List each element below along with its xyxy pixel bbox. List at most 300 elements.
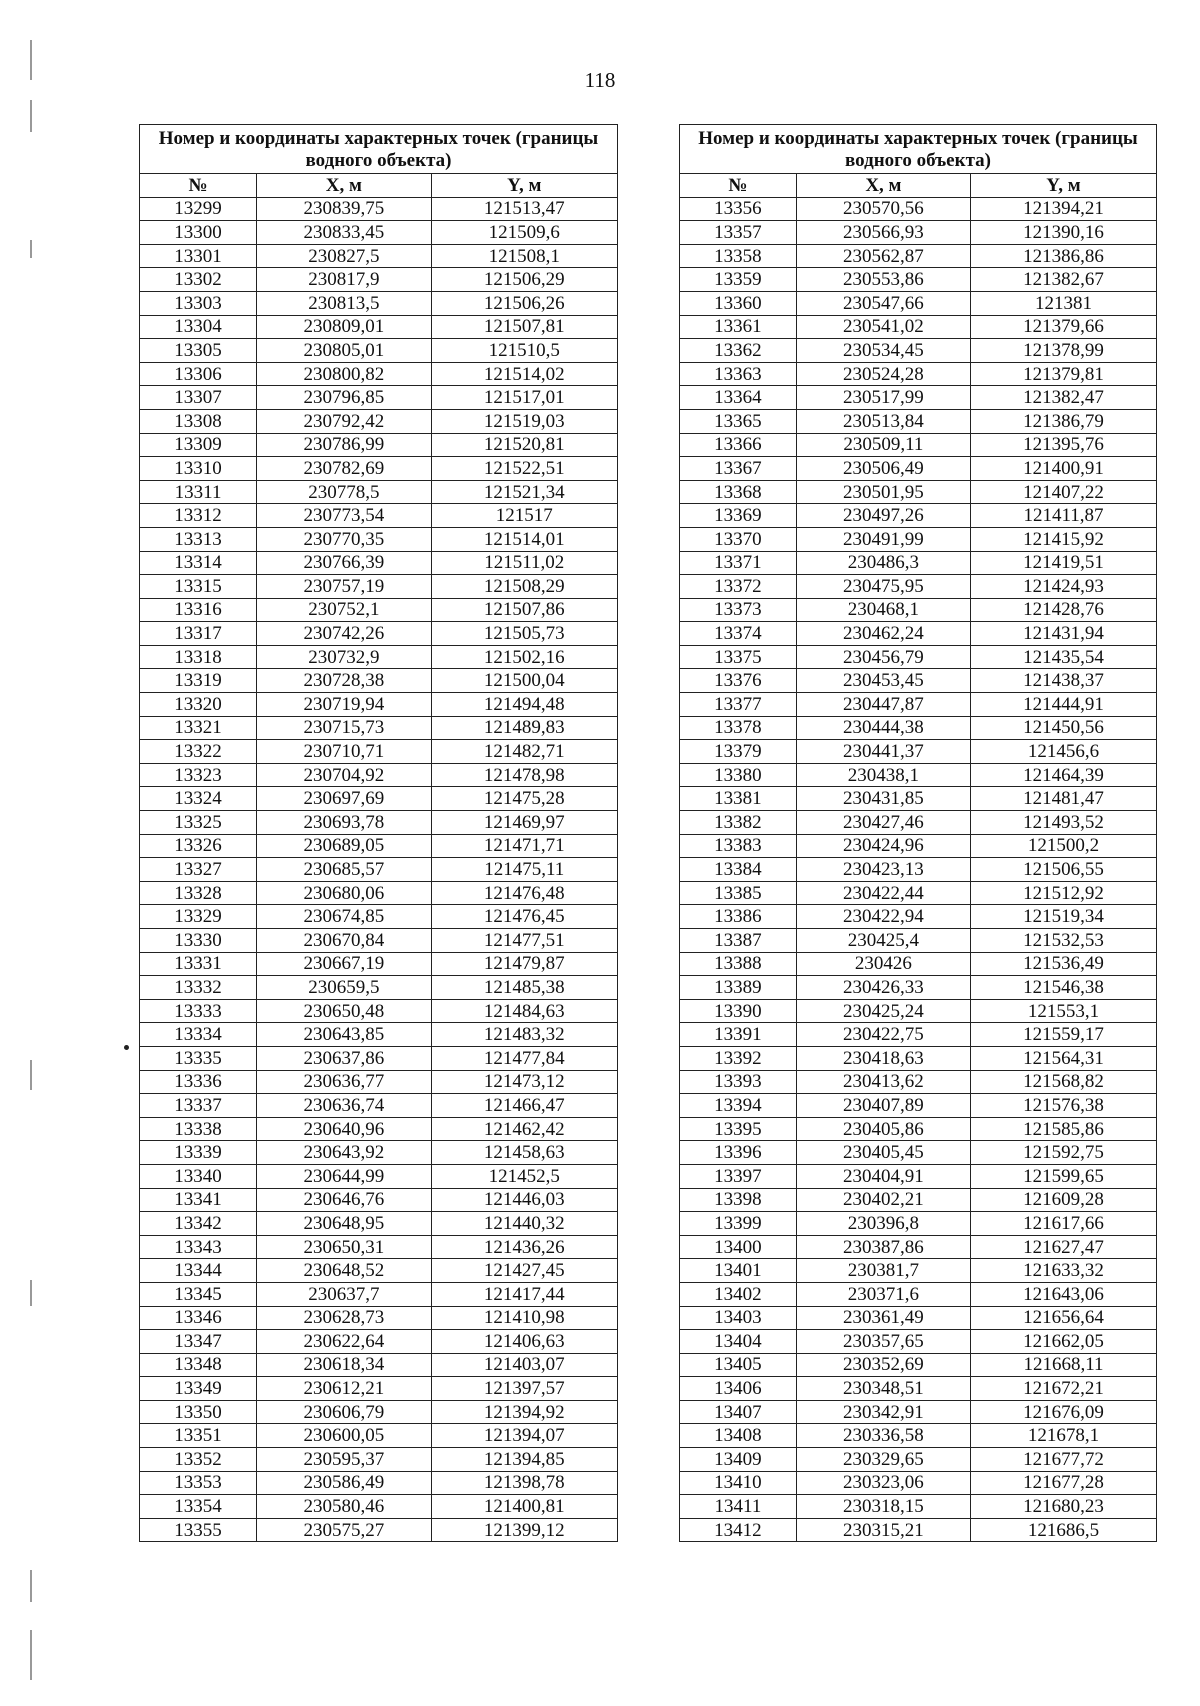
- cell-x: 230424,96: [796, 834, 970, 858]
- cell-y: 121627,47: [970, 1235, 1156, 1259]
- table-row: [680, 315, 1157, 339]
- cell-x: 230418,63: [796, 1046, 970, 1070]
- table-row: [680, 763, 1157, 787]
- cell-y: 121521,34: [431, 480, 617, 504]
- cell-number: 13335: [140, 1046, 257, 1070]
- table-row: [140, 811, 618, 835]
- cell-number: 13401: [680, 1259, 797, 1283]
- cell-x: 230782,69: [257, 457, 431, 481]
- cell-y: 121509,6: [431, 221, 617, 245]
- cell-number: 13385: [680, 881, 797, 905]
- cell-x: 230770,35: [257, 527, 431, 551]
- cell-y: 121381: [970, 291, 1156, 315]
- cell-number: 13395: [680, 1117, 797, 1141]
- cell-x: 230441,37: [796, 740, 970, 764]
- table-row: [140, 291, 618, 315]
- table-row: [140, 386, 618, 410]
- cell-y: 121559,17: [970, 1023, 1156, 1047]
- table-row: [680, 362, 1157, 386]
- cell-y: 121478,98: [431, 763, 617, 787]
- cell-y: 121438,37: [970, 669, 1156, 693]
- table-row: [680, 244, 1157, 268]
- cell-x: 230534,45: [796, 339, 970, 363]
- cell-y: 121456,6: [970, 740, 1156, 764]
- table-row: [680, 787, 1157, 811]
- cell-y: 121411,87: [970, 504, 1156, 528]
- cell-x: 230800,82: [257, 362, 431, 386]
- cell-number: 13333: [140, 999, 257, 1023]
- coordinates-table-right: [679, 124, 1157, 1542]
- cell-y: 121592,75: [970, 1141, 1156, 1165]
- cell-y: 121485,38: [431, 976, 617, 1000]
- table-row: [140, 362, 618, 386]
- cell-x: 230704,92: [257, 763, 431, 787]
- cell-number: 13343: [140, 1235, 257, 1259]
- cell-number: 13322: [140, 740, 257, 764]
- cell-y: 121471,71: [431, 834, 617, 858]
- cell-number: 13383: [680, 834, 797, 858]
- cell-number: 13307: [140, 386, 257, 410]
- scan-margin-mark: [30, 1570, 32, 1602]
- cell-x: 230742,26: [257, 622, 431, 646]
- cell-x: 230674,85: [257, 905, 431, 929]
- cell-number: 13305: [140, 339, 257, 363]
- column-header-number: №: [140, 174, 257, 198]
- cell-y: 121506,29: [431, 268, 617, 292]
- table-row: [140, 1282, 618, 1306]
- cell-x: 230318,15: [796, 1495, 970, 1519]
- cell-number: 13390: [680, 999, 797, 1023]
- scan-margin-mark: [30, 1280, 32, 1306]
- cell-number: 13320: [140, 693, 257, 717]
- cell-number: 13353: [140, 1471, 257, 1495]
- cell-y: 121382,47: [970, 386, 1156, 410]
- cell-x: 230580,46: [257, 1495, 431, 1519]
- cell-x: 230766,39: [257, 551, 431, 575]
- table-row: [680, 1424, 1157, 1448]
- cell-y: 121514,01: [431, 527, 617, 551]
- table-row: [680, 1353, 1157, 1377]
- table-title: Номер и координаты характерных точек (границы водного объекта): [140, 125, 618, 174]
- cell-y: 121446,03: [431, 1188, 617, 1212]
- cell-number: 13327: [140, 858, 257, 882]
- table-row: [140, 740, 618, 764]
- cell-y: 121500,04: [431, 669, 617, 693]
- table-row: [680, 976, 1157, 1000]
- cell-x: 230809,01: [257, 315, 431, 339]
- cell-number: 13315: [140, 575, 257, 599]
- stray-dot: [124, 1045, 129, 1050]
- cell-number: 13313: [140, 527, 257, 551]
- table-row: [140, 645, 618, 669]
- cell-number: 13321: [140, 716, 257, 740]
- table-row: [680, 575, 1157, 599]
- cell-y: 121680,23: [970, 1495, 1156, 1519]
- cell-y: 121400,81: [431, 1495, 617, 1519]
- cell-number: 13324: [140, 787, 257, 811]
- cell-y: 121458,63: [431, 1141, 617, 1165]
- cell-x: 230648,52: [257, 1259, 431, 1283]
- cell-y: 121476,45: [431, 905, 617, 929]
- table-row: [140, 976, 618, 1000]
- scan-margin-mark: [30, 1060, 32, 1090]
- cell-number: 13331: [140, 952, 257, 976]
- cell-x: 230336,58: [796, 1424, 970, 1448]
- cell-y: 121489,83: [431, 716, 617, 740]
- cell-y: 121517,01: [431, 386, 617, 410]
- cell-x: 230689,05: [257, 834, 431, 858]
- cell-y: 121394,92: [431, 1400, 617, 1424]
- cell-number: 13405: [680, 1353, 797, 1377]
- cell-y: 121435,54: [970, 645, 1156, 669]
- cell-x: 230659,5: [257, 976, 431, 1000]
- cell-y: 121672,21: [970, 1377, 1156, 1401]
- cell-x: 230670,84: [257, 929, 431, 953]
- cell-x: 230423,13: [796, 858, 970, 882]
- cell-x: 230486,3: [796, 551, 970, 575]
- cell-number: 13341: [140, 1188, 257, 1212]
- cell-y: 121513,47: [431, 197, 617, 221]
- table-row: [140, 1518, 618, 1542]
- cell-x: 230693,78: [257, 811, 431, 835]
- cell-y: 121394,07: [431, 1424, 617, 1448]
- cell-x: 230506,49: [796, 457, 970, 481]
- cell-number: 13309: [140, 433, 257, 457]
- cell-number: 13348: [140, 1353, 257, 1377]
- cell-x: 230637,7: [257, 1282, 431, 1306]
- cell-x: 230648,95: [257, 1212, 431, 1236]
- table-row: [680, 1400, 1157, 1424]
- table-row: [140, 1400, 618, 1424]
- cell-x: 230566,93: [796, 221, 970, 245]
- cell-number: 13311: [140, 480, 257, 504]
- cell-number: 13306: [140, 362, 257, 386]
- table-row: [140, 527, 618, 551]
- cell-x: 230839,75: [257, 197, 431, 221]
- cell-number: 13337: [140, 1094, 257, 1118]
- column-header-x: X, м: [257, 174, 431, 198]
- cell-y: 121424,93: [970, 575, 1156, 599]
- cell-x: 230685,57: [257, 858, 431, 882]
- cell-x: 230612,21: [257, 1377, 431, 1401]
- cell-x: 230628,73: [257, 1306, 431, 1330]
- cell-y: 121519,03: [431, 409, 617, 433]
- cell-y: 121522,51: [431, 457, 617, 481]
- cell-number: 13352: [140, 1448, 257, 1472]
- cell-number: 13376: [680, 669, 797, 693]
- table-row: [680, 1330, 1157, 1354]
- cell-number: 13359: [680, 268, 797, 292]
- table-row: [140, 622, 618, 646]
- table-row: [140, 244, 618, 268]
- cell-x: 230381,7: [796, 1259, 970, 1283]
- cell-x: 230491,99: [796, 527, 970, 551]
- cell-x: 230468,1: [796, 598, 970, 622]
- cell-x: 230773,54: [257, 504, 431, 528]
- cell-number: 13304: [140, 315, 257, 339]
- cell-number: 13381: [680, 787, 797, 811]
- cell-x: 230636,77: [257, 1070, 431, 1094]
- cell-number: 13379: [680, 740, 797, 764]
- cell-x: 230513,84: [796, 409, 970, 433]
- cell-x: 230636,74: [257, 1094, 431, 1118]
- cell-x: 230547,66: [796, 291, 970, 315]
- cell-number: 13339: [140, 1141, 257, 1165]
- column-header-number: №: [680, 174, 797, 198]
- table-row: [680, 527, 1157, 551]
- cell-number: 13361: [680, 315, 797, 339]
- cell-y: 121599,65: [970, 1164, 1156, 1188]
- cell-x: 230425,24: [796, 999, 970, 1023]
- table-row: [140, 1353, 618, 1377]
- cell-y: 121452,5: [431, 1164, 617, 1188]
- cell-number: 13372: [680, 575, 797, 599]
- cell-y: 121500,2: [970, 834, 1156, 858]
- cell-number: 13374: [680, 622, 797, 646]
- table-row: [140, 1259, 618, 1283]
- cell-number: 13402: [680, 1282, 797, 1306]
- table-row: [680, 1306, 1157, 1330]
- table-row: [680, 1188, 1157, 1212]
- cell-y: 121477,51: [431, 929, 617, 953]
- cell-y: 121415,92: [970, 527, 1156, 551]
- cell-x: 230426,33: [796, 976, 970, 1000]
- cell-y: 121678,1: [970, 1424, 1156, 1448]
- column-header-x: X, м: [796, 174, 970, 198]
- table-row: [680, 598, 1157, 622]
- cell-x: 230650,31: [257, 1235, 431, 1259]
- table-row: [680, 1448, 1157, 1472]
- cell-number: 13403: [680, 1306, 797, 1330]
- cell-x: 230650,48: [257, 999, 431, 1023]
- cell-number: 13375: [680, 645, 797, 669]
- table-row: [680, 1212, 1157, 1236]
- cell-x: 230752,1: [257, 598, 431, 622]
- cell-number: 13336: [140, 1070, 257, 1094]
- cell-x: 230575,27: [257, 1518, 431, 1542]
- cell-number: 13329: [140, 905, 257, 929]
- cell-x: 230444,38: [796, 716, 970, 740]
- cell-number: 13370: [680, 527, 797, 551]
- cell-x: 230553,86: [796, 268, 970, 292]
- cell-y: 121505,73: [431, 622, 617, 646]
- cell-x: 230728,38: [257, 669, 431, 693]
- cell-number: 13389: [680, 976, 797, 1000]
- cell-number: 13387: [680, 929, 797, 953]
- cell-y: 121398,78: [431, 1471, 617, 1495]
- cell-x: 230407,89: [796, 1094, 970, 1118]
- table-row: [140, 268, 618, 292]
- table-row: [140, 858, 618, 882]
- cell-y: 121520,81: [431, 433, 617, 457]
- cell-x: 230475,95: [796, 575, 970, 599]
- cell-x: 230618,34: [257, 1353, 431, 1377]
- cell-x: 230405,45: [796, 1141, 970, 1165]
- table-row: [140, 787, 618, 811]
- table-row: [140, 315, 618, 339]
- cell-number: 13407: [680, 1400, 797, 1424]
- cell-y: 121564,31: [970, 1046, 1156, 1070]
- table-row: [140, 598, 618, 622]
- table-row: [140, 1330, 618, 1354]
- table-row: [680, 480, 1157, 504]
- cell-x: 230643,92: [257, 1141, 431, 1165]
- table-row: [140, 221, 618, 245]
- cell-x: 230422,75: [796, 1023, 970, 1047]
- cell-number: 13410: [680, 1471, 797, 1495]
- table-row: [140, 1070, 618, 1094]
- cell-y: 121450,56: [970, 716, 1156, 740]
- cell-y: 121473,12: [431, 1070, 617, 1094]
- cell-number: 13349: [140, 1377, 257, 1401]
- cell-number: 13356: [680, 197, 797, 221]
- cell-y: 121506,55: [970, 858, 1156, 882]
- cell-number: 13363: [680, 362, 797, 386]
- table-row: [680, 1117, 1157, 1141]
- cell-number: 13300: [140, 221, 257, 245]
- cell-y: 121643,06: [970, 1282, 1156, 1306]
- cell-y: 121510,5: [431, 339, 617, 363]
- cell-number: 13344: [140, 1259, 257, 1283]
- table-row: [140, 1212, 618, 1236]
- cell-y: 121406,63: [431, 1330, 617, 1354]
- cell-number: 13354: [140, 1495, 257, 1519]
- table-row: [140, 929, 618, 953]
- table-body: [680, 197, 1157, 1542]
- table-row: [680, 834, 1157, 858]
- cell-x: 230595,37: [257, 1448, 431, 1472]
- cell-number: 13384: [680, 858, 797, 882]
- table-row: [680, 409, 1157, 433]
- cell-y: 121508,29: [431, 575, 617, 599]
- table-row: [680, 433, 1157, 457]
- cell-y: 121553,1: [970, 999, 1156, 1023]
- cell-x: 230404,91: [796, 1164, 970, 1188]
- cell-number: 13409: [680, 1448, 797, 1472]
- cell-number: 13377: [680, 693, 797, 717]
- table-row: [680, 999, 1157, 1023]
- table-row: [140, 1495, 618, 1519]
- cell-y: 121481,47: [970, 787, 1156, 811]
- cell-number: 13360: [680, 291, 797, 315]
- cell-number: 13392: [680, 1046, 797, 1070]
- cell-y: 121382,67: [970, 268, 1156, 292]
- table-body: [140, 197, 618, 1542]
- cell-x: 230431,85: [796, 787, 970, 811]
- cell-y: 121378,99: [970, 339, 1156, 363]
- cell-y: 121419,51: [970, 551, 1156, 575]
- cell-y: 121469,97: [431, 811, 617, 835]
- cell-number: 13398: [680, 1188, 797, 1212]
- table-row: [140, 1164, 618, 1188]
- table-row: [140, 575, 618, 599]
- cell-y: 121427,45: [431, 1259, 617, 1283]
- cell-number: 13368: [680, 480, 797, 504]
- table-row: [680, 952, 1157, 976]
- cell-y: 121677,72: [970, 1448, 1156, 1472]
- cell-y: 121477,84: [431, 1046, 617, 1070]
- cell-number: 13391: [680, 1023, 797, 1047]
- cell-x: 230827,5: [257, 244, 431, 268]
- cell-x: 230813,5: [257, 291, 431, 315]
- cell-x: 230425,4: [796, 929, 970, 953]
- cell-x: 230501,95: [796, 480, 970, 504]
- cell-number: 13408: [680, 1424, 797, 1448]
- cell-x: 230524,28: [796, 362, 970, 386]
- table-row: [680, 1023, 1157, 1047]
- table-row: [680, 858, 1157, 882]
- cell-y: 121483,32: [431, 1023, 617, 1047]
- cell-x: 230348,51: [796, 1377, 970, 1401]
- cell-number: 13346: [140, 1306, 257, 1330]
- table-row: [680, 457, 1157, 481]
- cell-number: 13404: [680, 1330, 797, 1354]
- table-row: [680, 1377, 1157, 1401]
- cell-number: 13328: [140, 881, 257, 905]
- cell-x: 230426: [796, 952, 970, 976]
- cell-x: 230427,46: [796, 811, 970, 835]
- cell-y: 121617,66: [970, 1212, 1156, 1236]
- cell-x: 230405,86: [796, 1117, 970, 1141]
- scan-margin-mark: [30, 1630, 32, 1680]
- column-header-y: Y, м: [970, 174, 1156, 198]
- coordinates-table-left: [139, 124, 618, 1542]
- cell-y: 121511,02: [431, 551, 617, 575]
- table-row: [680, 268, 1157, 292]
- table-row: [140, 763, 618, 787]
- cell-number: 13369: [680, 504, 797, 528]
- table-row: [680, 1141, 1157, 1165]
- table-row: [680, 339, 1157, 363]
- cell-y: 121507,86: [431, 598, 617, 622]
- cell-number: 13351: [140, 1424, 257, 1448]
- cell-y: 121494,48: [431, 693, 617, 717]
- cell-y: 121466,47: [431, 1094, 617, 1118]
- table-row: [680, 386, 1157, 410]
- cell-x: 230644,99: [257, 1164, 431, 1188]
- table-row: [680, 881, 1157, 905]
- cell-x: 230422,44: [796, 881, 970, 905]
- cell-number: 13362: [680, 339, 797, 363]
- cell-y: 121517: [431, 504, 617, 528]
- cell-x: 230323,06: [796, 1471, 970, 1495]
- cell-y: 121417,44: [431, 1282, 617, 1306]
- cell-y: 121400,91: [970, 457, 1156, 481]
- cell-x: 230361,49: [796, 1306, 970, 1330]
- table-row: [680, 197, 1157, 221]
- cell-x: 230402,21: [796, 1188, 970, 1212]
- table-row: [140, 881, 618, 905]
- cell-x: 230541,02: [796, 315, 970, 339]
- cell-x: 230710,71: [257, 740, 431, 764]
- cell-number: 13378: [680, 716, 797, 740]
- cell-y: 121440,32: [431, 1212, 617, 1236]
- cell-x: 230371,6: [796, 1282, 970, 1306]
- cell-y: 121475,11: [431, 858, 617, 882]
- cell-number: 13364: [680, 386, 797, 410]
- cell-x: 230606,79: [257, 1400, 431, 1424]
- table-row: [140, 1377, 618, 1401]
- cell-number: 13326: [140, 834, 257, 858]
- cell-y: 121662,05: [970, 1330, 1156, 1354]
- cell-y: 121676,09: [970, 1400, 1156, 1424]
- cell-number: 13314: [140, 551, 257, 575]
- cell-x: 230817,9: [257, 268, 431, 292]
- cell-y: 121519,34: [970, 905, 1156, 929]
- cell-number: 13310: [140, 457, 257, 481]
- cell-number: 13316: [140, 598, 257, 622]
- table-row: [140, 551, 618, 575]
